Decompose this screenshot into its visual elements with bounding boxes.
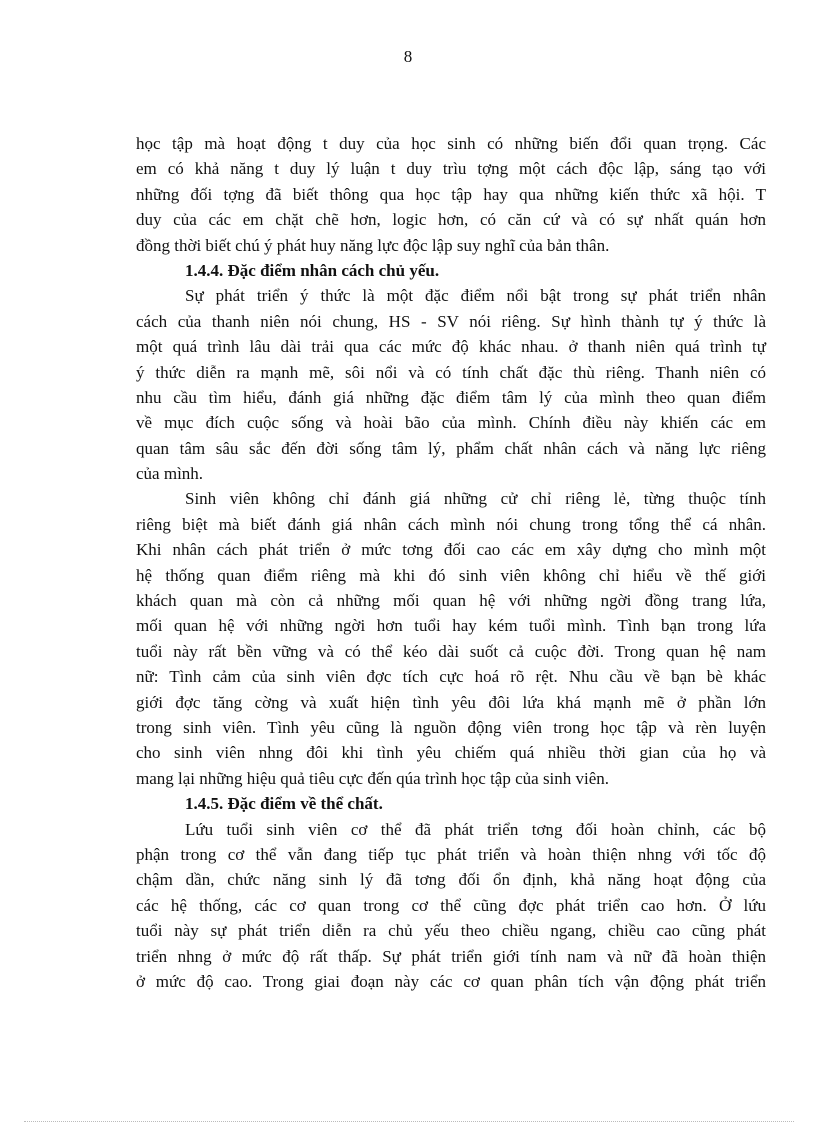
text-line: Khi nhân cách phát triển ở mức tơng đối cao các em xây dựng cho mình một: [136, 540, 766, 560]
section-heading: 1.4.5. Đặc điểm về thể chất.: [185, 794, 383, 814]
text-line: nhu cầu tìm hiểu, đánh giá những đặc điểm tâm lý của mình theo quan điểm: [136, 387, 766, 407]
page-bottom-rule: [24, 1121, 794, 1122]
text-line: quan tâm sâu sắc đến đời sống tâm lý, phẩm chất nhân cách và năng lực riêng: [136, 438, 766, 458]
text-line: một quá trình lâu dài trải qua các mức độ khác nhau. ở thanh niên quá trình tự: [136, 337, 766, 357]
text-line: mối quan hệ với những ngời hơn tuổi hay kém tuổi mình. Tình bạn trong lứa: [136, 616, 766, 636]
text-line: tuổi này sự phát triển diễn ra chủ yếu theo chiều ngang, chiều cao cũng phát: [136, 921, 766, 941]
text-line: duy của các em chặt chẽ hơn, logic hơn, có căn cứ và có sự nhất quán hơn: [136, 210, 766, 230]
text-line: hệ thống quan điểm riêng mà khi đó sinh viên không chỉ hiểu về thế giới: [136, 565, 766, 585]
document-body: [136, 131, 766, 994]
text-line: đồng thời biết chú ý phát huy năng lực độc lập suy nghĩ của bản thân.: [136, 235, 610, 255]
text-line: phận trong cơ thể vẫn đang tiếp tục phát triển và hoàn thiện nhng với tốc độ: [136, 844, 766, 864]
paragraph-first-line: Sự phát triển ý thức là một đặc điểm nổi bật trong sự phát triển nhân: [185, 286, 766, 306]
paragraph-first-line: Lứu tuổi sinh viên cơ thể đã phát triển tơng đối hoàn chỉnh, các bộ: [185, 819, 766, 839]
text-line: ý thức diễn ra mạnh mẽ, sôi nổi và có tính chất đặc thù riêng. Thanh niên có: [136, 362, 766, 382]
text-line: riêng biệt mà biết đánh giá nhân cách mình nói chung trong tổng thể cá nhân.: [136, 514, 766, 534]
text-line: học tập mà hoạt động t duy của học sinh có những biến đổi quan trọng. Các: [136, 134, 766, 153]
text-line: em có khả năng t duy lý luận t duy trìu tợng một cách độc lập, sáng tạo với: [136, 159, 766, 179]
paragraph-first-line: Sinh viên không chỉ đánh giá những cử chỉ riêng lẻ, từng thuộc tính: [185, 489, 766, 509]
text-line: khách quan mà còn cả những mối quan hệ với những ngời đồng trang lứa,: [136, 591, 766, 611]
text-line: những đối tợng đã biết thông qua học tập hay qua những kiến thức xã hội. T: [136, 184, 766, 204]
text-line: triển nhng ở mức độ rất thấp. Sự phát triển giới tính nam và nữ đã hoàn thiện: [136, 946, 766, 966]
text-line: cho sinh viên nhng đôi khi tình yêu chiếm quá nhiều thời gian của họ và: [136, 743, 766, 763]
text-line: cách của thanh niên nói chung, HS - SV nói riêng. Sự hình thành tự ý thức là: [136, 311, 766, 331]
text-line: của mình.: [136, 464, 204, 484]
text-line: ở mức độ cao. Trong giai đoạn này các cơ quan phân tích vận động phát triển: [136, 971, 766, 991]
text-line: về mục đích cuộc sống và hoài bão của mình. Chính điều này khiến các em: [136, 413, 766, 433]
text-line: trong sinh viên. Tình yêu cũng là nguồn động viên trong học tập và rèn luyện: [136, 717, 766, 737]
text-line: chậm dần, chức năng sinh lý đã tơng đối ổn định, khả năng hoạt động của: [136, 870, 766, 890]
text-line: mang lại những hiệu quả tiêu cực đến qúa trình học tập của sinh viên.: [136, 768, 610, 788]
text-line: giới đợc tăng cờng và xuất hiện tình yêu đôi lứa khá mạnh mẽ ở phần lớn: [136, 692, 766, 712]
page-number: 8: [403, 47, 413, 66]
text-line: tuổi này rất bền vững và có thể kéo dài suốt cả cuộc đời. Trong quan hệ nam: [136, 641, 766, 661]
section-heading: 1.4.4. Đặc điểm nhân cách chủ yếu.: [185, 260, 440, 280]
text-line: các hệ thống, các cơ quan trong cơ thể cũng đợc phát triển cao hơn. Ở lứu: [136, 895, 766, 915]
text-line: nữ: Tình cảm của sinh viên đợc tích cực hoá rõ rệt. Nhu cầu về bạn bè khác: [136, 667, 766, 687]
